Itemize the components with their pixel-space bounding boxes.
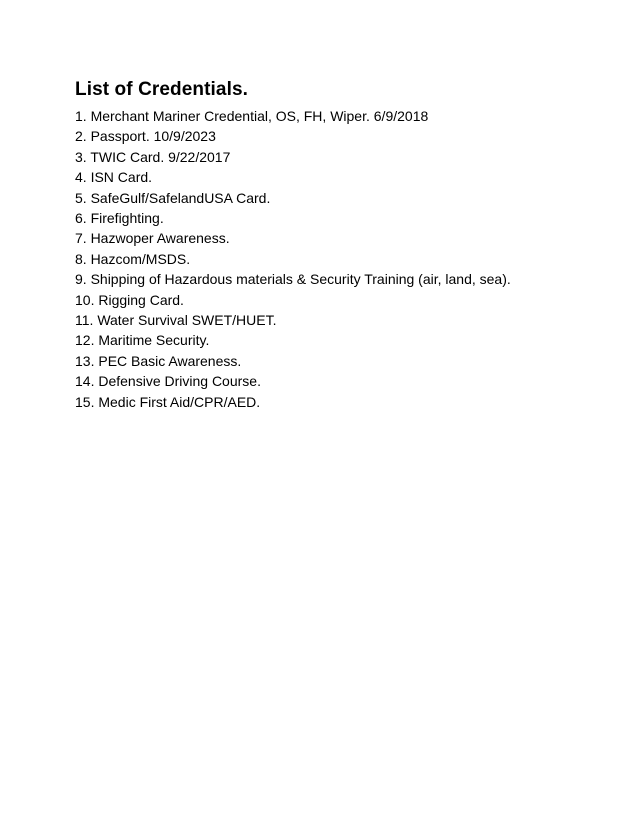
credential-item: 3. TWIC Card. 9/22/2017 <box>75 148 231 165</box>
credential-item: 12. Maritime Security. <box>75 332 210 349</box>
credential-item: 5. SafeGulf/SafelandUSA Card. <box>75 189 271 206</box>
credential-item: 15. Medic First Aid/CPR/AED. <box>75 393 261 410</box>
credential-item: 11. Water Survival SWET/HUET. <box>75 312 277 329</box>
document-content <box>75 78 615 412</box>
credential-item: 13. PEC Basic Awareness. <box>75 352 242 369</box>
credential-item: 7. Hazwoper Awareness. <box>75 230 230 247</box>
credential-item: 9. Shipping of Hazardous materials & Security Training (air, land, sea). <box>75 271 511 288</box>
credential-item: 4. ISN Card. <box>75 169 153 186</box>
credential-item: 6. Firefighting. <box>75 210 164 227</box>
document-title: List of Credentials. <box>75 79 249 100</box>
credential-item: 1. Merchant Mariner Credential, OS, FH, Wiper. 6/9/2018 <box>75 108 429 124</box>
credential-item: 8. Hazcom/MSDS. <box>75 250 191 267</box>
credential-item: 2. Passport. 10/9/2023 <box>75 128 216 145</box>
credentials-list <box>75 106 615 412</box>
credential-item: 14. Defensive Driving Course. <box>75 373 261 390</box>
credential-item: 10. Rigging Card. <box>75 291 184 308</box>
